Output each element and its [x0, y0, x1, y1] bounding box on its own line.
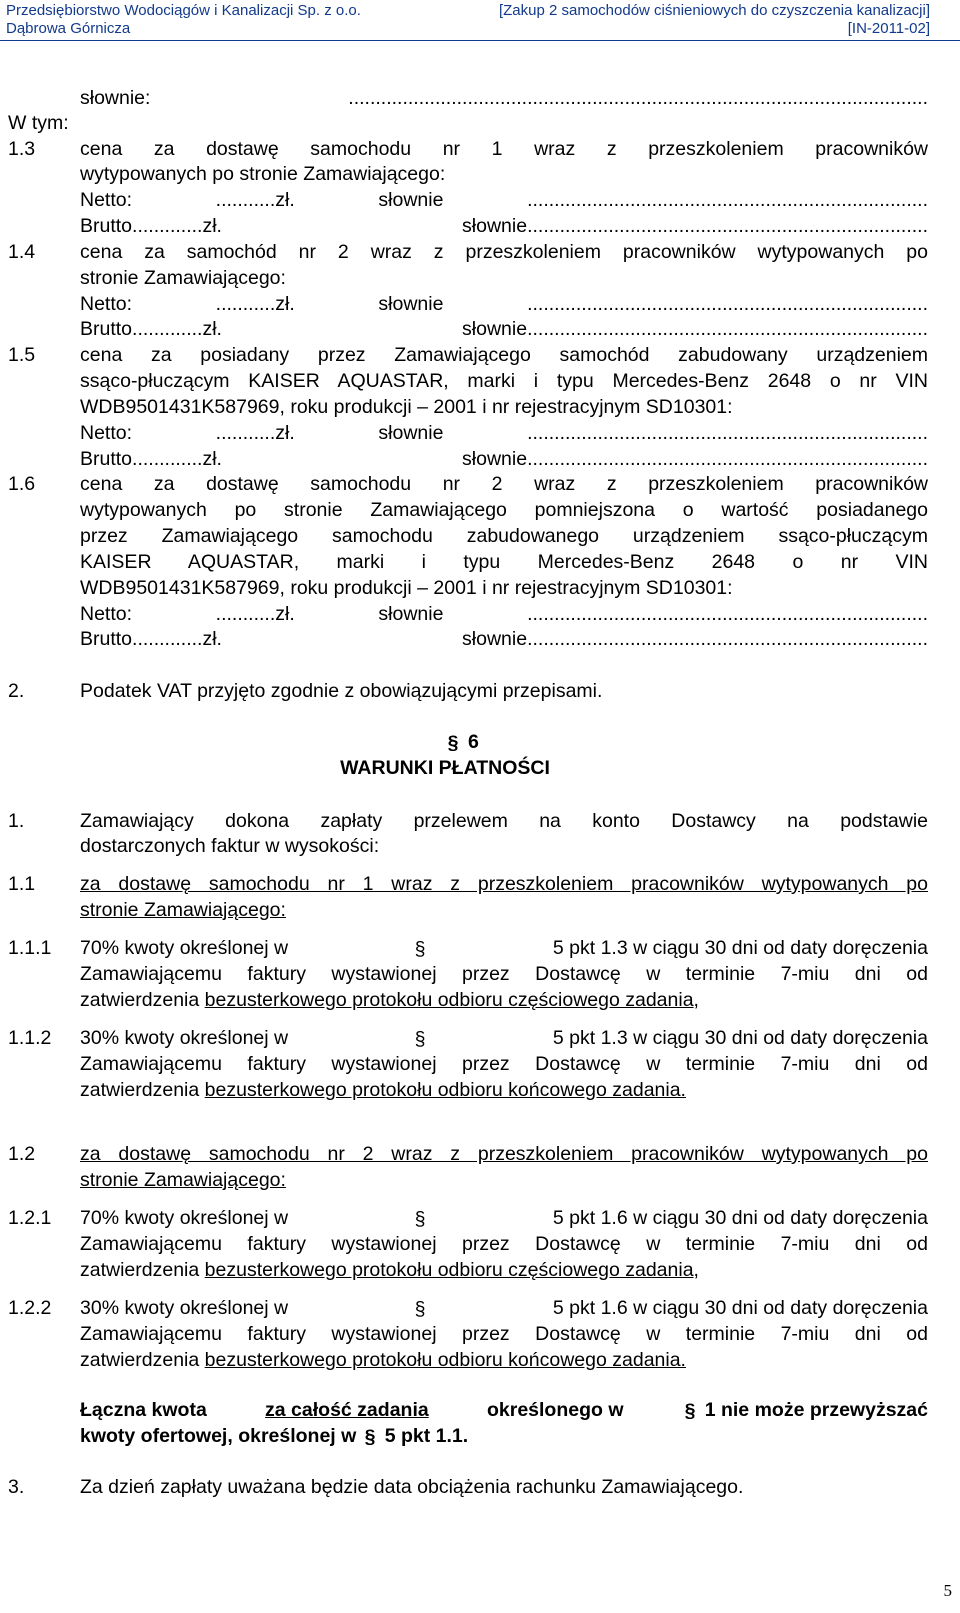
pay-1-2-2-line3: zatwierdzenia bezusterkowego protokołu odbioru końcowego zadania.	[80, 1349, 686, 1371]
w-tym-label: W tym:	[8, 112, 69, 134]
svg-text:§: §	[414, 1207, 426, 1227]
item-1-5-line1: cena za posiadany przez Zamawiającego samochód zabudowany urządzeniem	[80, 344, 928, 366]
item-num-1-3: 1.3	[8, 138, 36, 160]
item-1-6-line4: KAISER AQUASTAR, marki i typu Mercedes-Benz 2648 o nr VIN	[80, 551, 928, 573]
svg-text:§: §	[414, 1027, 426, 1047]
svg-text:§: §	[414, 937, 426, 957]
section-sign-icon	[412, 1208, 430, 1228]
pay-1-2-1-line1: 70% kwoty określonej w § 5 pkt 1.6 w ciągu 30 dni od daty doręczenia	[80, 1207, 928, 1229]
item-1-3-line1: cena za dostawę samochodu nr 1 wraz z przeszkoleniem pracowników	[80, 138, 928, 160]
item-num-1-5: 1.5	[8, 344, 36, 366]
item-1-5-netto: Netto: ...........zł. słownie ..........................................................................	[80, 422, 928, 444]
item-1-3-line2: wytypowanych po stronie Zamawiającego:	[80, 163, 446, 185]
item-1-3-brutto: Brutto.............zł. słownie..........................................................................	[80, 215, 928, 237]
pay-num-1-1-1: 1.1.1	[8, 937, 52, 959]
pay-num-1-2: 1.2	[8, 1143, 36, 1165]
header-divider	[0, 40, 960, 41]
section-number-value: 6	[467, 731, 479, 753]
item-1-4-brutto: Brutto.............zł. słownie..........................................................................	[80, 318, 928, 340]
item-1-6-line2: wytypowanych po stronie Zamawiającego pomniejszona o wartość posiadanego	[80, 499, 928, 521]
header-subject: [Zakup 2 samochodów ciśnieniowych do czyszczenia kanalizacji]	[498, 2, 930, 19]
section-sign-icon	[412, 1028, 430, 1048]
pay-1-2-line1: za dostawę samochodu nr 2 wraz z przeszkoleniem pracowników wytypowanych po	[80, 1143, 928, 1165]
pay-1-1-1-line1: 70% kwoty określonej w § 5 pkt 1.3 w ciągu 30 dni od daty doręczenia	[80, 937, 928, 959]
page-number: 5	[943, 1581, 952, 1600]
slownie-total: słownie: ...........................................................................................................	[80, 87, 928, 109]
svg-text:§: §	[447, 731, 459, 751]
pay-1-1-1-line2: Zamawiającemu faktury wystawionej przez Dostawcę w terminie 7-miu dni od	[80, 963, 928, 985]
item-1-5-brutto: Brutto.............zł. słownie..........................................................................	[80, 448, 928, 470]
vat-note: Podatek VAT przyjęto zgodnie z obowiązującymi przepisami.	[80, 680, 603, 702]
item-1-5-line3: WDB9501431K587969, roku produkcji – 2001 i nr rejestracyjnym SD10301:	[80, 396, 733, 418]
pay-1-2-1-line2: Zamawiającemu faktury wystawionej przez Dostawcę w terminie 7-miu dni od	[80, 1233, 928, 1255]
header-city: Dąbrowa Górnicza	[6, 20, 131, 37]
pay-1-1-2-line1: 30% kwoty określonej w § 5 pkt 1.3 w ciągu 30 dni od daty doręczenia	[80, 1027, 928, 1049]
item-1-3-netto: Netto: ...........zł. słownie ..........................................................................	[80, 189, 928, 211]
pay-num-1-2-1: 1.2.1	[8, 1207, 52, 1229]
pay-1-1-2-line3: zatwierdzenia bezusterkowego protokołu odbioru końcowego zadania.	[80, 1079, 686, 1101]
item-num-1-4: 1.4	[8, 241, 36, 263]
pay-num-1-2-2: 1.2.2	[8, 1297, 52, 1319]
item-num-1-6: 1.6	[8, 473, 36, 495]
item-1-6-line1: cena za dostawę samochodu nr 2 wraz z przeszkoleniem pracowników	[80, 473, 928, 495]
pay-1-1-line1: za dostawę samochodu nr 1 wraz z przeszkoleniem pracowników wytypowanych po	[80, 873, 928, 895]
pay-num-1-1: 1.1	[8, 873, 36, 895]
section-sign-icon	[412, 1298, 430, 1318]
section-sign-icon	[412, 938, 430, 958]
section-number	[445, 729, 479, 755]
pay-1-line2: dostarczonych faktur w wysokości:	[80, 835, 380, 857]
item-1-4-netto: Netto: ...........zł. słownie ..........................................................................	[80, 293, 928, 315]
item-1-4-line1: cena za samochód nr 2 wraz z przeszkoleniem pracowników wytypowanych po	[80, 241, 928, 263]
header-company: Przedsiębiorstwo Wodociągów i Kanalizacji Sp. z o.o.	[6, 2, 361, 19]
pay-1-line1: Zamawiający dokona zapłaty przelewem na konto Dostawcy na podstawie	[80, 810, 928, 832]
svg-text:§: §	[414, 1297, 426, 1317]
pay-1-1-2-line2: Zamawiającemu faktury wystawionej przez Dostawcę w terminie 7-miu dni od	[80, 1053, 928, 1075]
svg-text:§: §	[364, 1425, 376, 1445]
payment-date-note: Za dzień zapłaty uważana będzie data obciążenia rachunku Zamawiającego.	[80, 1476, 744, 1498]
pay-num-1-1-2: 1.1.2	[8, 1027, 52, 1049]
pay-1-2-2-line2: Zamawiającemu faktury wystawionej przez Dostawcę w terminie 7-miu dni od	[80, 1323, 928, 1345]
section-title: WARUNKI PŁATNOŚCI	[340, 757, 550, 779]
pay-1-2-1-line3: zatwierdzenia bezusterkowego protokołu odbioru częściowego zadania,	[80, 1259, 699, 1281]
section-sign-icon	[445, 732, 463, 752]
pay-1-2-2-line1: 30% kwoty określonej w § 5 pkt 1.6 w ciągu 30 dni od daty doręczenia	[80, 1297, 928, 1319]
total-note-line2: kwoty ofertowej, określonej w § 5 pkt 1.1.	[80, 1425, 469, 1447]
item-1-6-netto: Netto: ...........zł. słownie ..........................................................................	[80, 603, 928, 625]
pay-num-1: 1.	[8, 810, 25, 832]
pay-1-2-line2: stronie Zamawiającego:	[80, 1169, 286, 1191]
item-num-2: 2.	[8, 680, 25, 702]
item-1-6-brutto: Brutto.............zł. słownie..........................................................................	[80, 628, 928, 650]
total-note-line1: Łączna kwota za całość zadania określonego w § 1 nie może przewyższać	[80, 1399, 928, 1421]
pay-num-3: 3.	[8, 1476, 25, 1498]
item-1-6-line3: przez Zamawiającego samochodu zabudowanego urządzeniem ssąco-płuczącym	[80, 525, 928, 547]
item-1-4-line2: stronie Zamawiającego:	[80, 267, 286, 289]
item-1-5-line2: ssąco-płuczącym KAISER AQUASTAR, marki i typu Mercedes-Benz 2648 o nr VIN	[80, 370, 928, 392]
pay-1-1-1-line3: zatwierdzenia bezusterkowego protokołu odbioru częściowego zadania,	[80, 989, 699, 1011]
header-ref: [IN-2011-02]	[847, 20, 930, 37]
section-sign-icon	[362, 1426, 380, 1446]
item-1-6-line5: WDB9501431K587969, roku produkcji – 2001 i nr rejestracyjnym SD10301:	[80, 577, 733, 599]
svg-text:§: §	[684, 1399, 696, 1419]
section-sign-icon	[682, 1400, 700, 1420]
pay-1-1-line2: stronie Zamawiającego:	[80, 899, 286, 921]
